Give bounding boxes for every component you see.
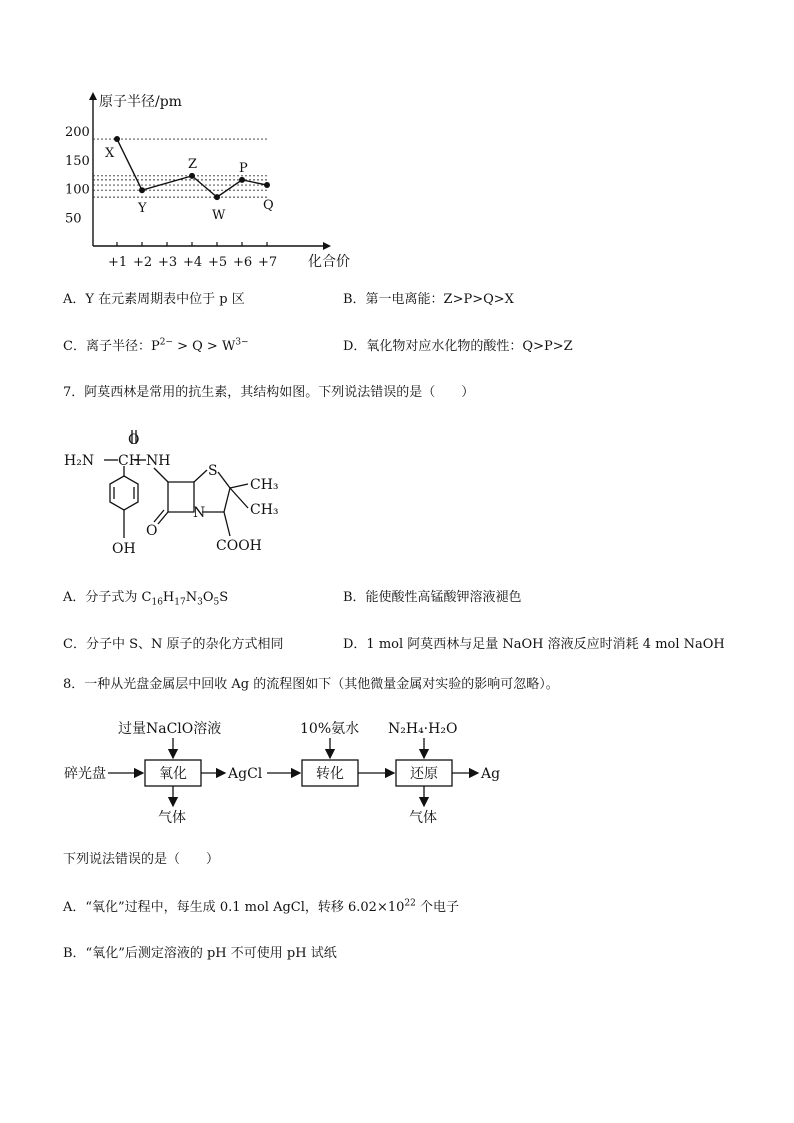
q8-prompt: 下列说法错误的是（ ）	[63, 852, 220, 867]
data-point-w	[214, 194, 220, 200]
q7-option-a-o: O	[202, 590, 214, 605]
q6-option-c-charge-w: 3−	[235, 337, 249, 348]
q7-option-a-sub4: 5	[213, 597, 220, 608]
y-tick-label: 150	[65, 153, 90, 169]
q7-option-b: B．能使酸性高锰酸钾溶液褪色	[343, 590, 522, 605]
flow-box3-label: 还原	[410, 766, 438, 782]
q6-option-b: B．第一电离能：Z>P>Q>X	[343, 292, 514, 307]
flow-end: Ag	[481, 766, 501, 782]
q7-option-a-sub3: 3	[197, 597, 203, 608]
point-label-w: W	[212, 208, 226, 224]
x-tick-label: +4	[183, 255, 203, 270]
flow-gas2: 气体	[409, 810, 437, 826]
q8-option-a	[63, 899, 459, 917]
q7-option-a-s: S	[219, 590, 229, 605]
s-label: S	[208, 463, 218, 479]
q7-option-a-sub1: 16	[151, 597, 163, 608]
q6-option-c-mid: > Q > W	[172, 339, 236, 354]
x-tick-label: +5	[208, 255, 228, 270]
q8-stem: 8．一种从光盘金属层中回收 Ag 的流程图如下（其他微量金属对实验的影响可忽略）。	[63, 677, 559, 692]
y-tick-label: 50	[65, 211, 82, 227]
x-tick-label: +1	[108, 255, 128, 270]
q7-option-c: C．分子中 S、N 原子的杂化方式相同	[63, 637, 284, 652]
data-point-x	[114, 136, 120, 142]
flow-mid1: AgCl	[228, 766, 263, 782]
flow-box1-label: 氧化	[159, 766, 187, 782]
data-point-q	[264, 182, 270, 188]
silver-recovery-flowchart	[62, 712, 512, 832]
point-label-x: X	[105, 146, 115, 162]
x-tick-label: +3	[158, 255, 178, 270]
q7-stem: 7．阿莫西林是常用的抗生素，其结构如图。下列说法错误的是（ ）	[63, 385, 475, 400]
y-axis-label: 原子半径/pm	[99, 94, 182, 110]
flow-reagent1: 过量NaClO溶液	[118, 721, 222, 737]
point-label-q: Q	[263, 198, 274, 214]
point-label-z: Z	[188, 156, 198, 172]
cooh-label: COOH	[216, 538, 262, 554]
n-label: N	[193, 505, 206, 521]
point-label-y: Y	[138, 201, 147, 217]
y-tick-label: 200	[65, 125, 90, 140]
y-axis-arrow	[89, 92, 97, 100]
q6-option-a: A．Y 在元素周期表中位于 p 区	[63, 292, 245, 307]
q8-option-b: B．“氧化”后测定溶液的 pH 不可使用 pH 试纸	[63, 946, 337, 961]
x-axis-arrow	[323, 242, 331, 250]
ch3-label-2: CH₃	[250, 502, 279, 518]
x-tick-label: +6	[233, 255, 253, 270]
amoxicillin-structure	[62, 420, 282, 565]
flow-reagent2: 10%氨水	[300, 721, 360, 737]
point-label-p: P	[239, 160, 248, 176]
o-top-label: O	[128, 432, 140, 448]
flow-box2-label: 转化	[316, 766, 344, 782]
q6-option-d: D．氧化物对应水化物的酸性：Q>P>Z	[343, 339, 573, 354]
q7-option-d: D．1 mol 阿莫西林与足量 NaOH 溶液反应时消耗 4 mol NaOH	[343, 637, 725, 652]
h2n-label: H₂N	[64, 453, 95, 469]
q7-option-a-h: H	[162, 590, 175, 605]
data-point-p	[239, 177, 245, 183]
q7-option-a-prefix: A．分子式为 C	[63, 590, 152, 605]
nh-label: NH	[146, 453, 171, 469]
flow-gas1: 气体	[158, 810, 186, 826]
q8-option-a-prefix: A．“氧化”过程中，每生成 0.1 mol AgCl，转移 6.02×10	[63, 900, 405, 915]
data-point-y	[139, 187, 145, 193]
flow-start: 碎光盘	[64, 766, 106, 782]
q6-option-c-prefix: C．离子半径：P	[63, 339, 160, 354]
flow-reagent3: N₂H₄·H₂O	[388, 721, 458, 737]
q8-option-a-suffix: 个电子	[415, 900, 459, 915]
q6-option-c-charge-p: 2−	[159, 337, 173, 348]
y-tick-label: 100	[65, 182, 90, 198]
x-axis-label: 化合价	[308, 254, 350, 270]
x-tick-label: +2	[133, 255, 153, 270]
ch-label: CH	[118, 453, 141, 469]
ch3-label-1: CH₃	[250, 477, 279, 493]
q7-option-a-sub2: 17	[174, 597, 186, 608]
q7-option-a-n: N	[185, 590, 198, 605]
o-left-label: O	[146, 523, 158, 539]
q8-option-a-exponent: 22	[404, 898, 416, 909]
oh-label: OH	[112, 541, 136, 557]
q6-option-c	[63, 338, 249, 356]
x-tick-label: +7	[258, 255, 278, 270]
atomic-radius-chart	[55, 88, 350, 278]
data-point-z	[189, 173, 195, 179]
q7-option-a	[63, 589, 228, 607]
